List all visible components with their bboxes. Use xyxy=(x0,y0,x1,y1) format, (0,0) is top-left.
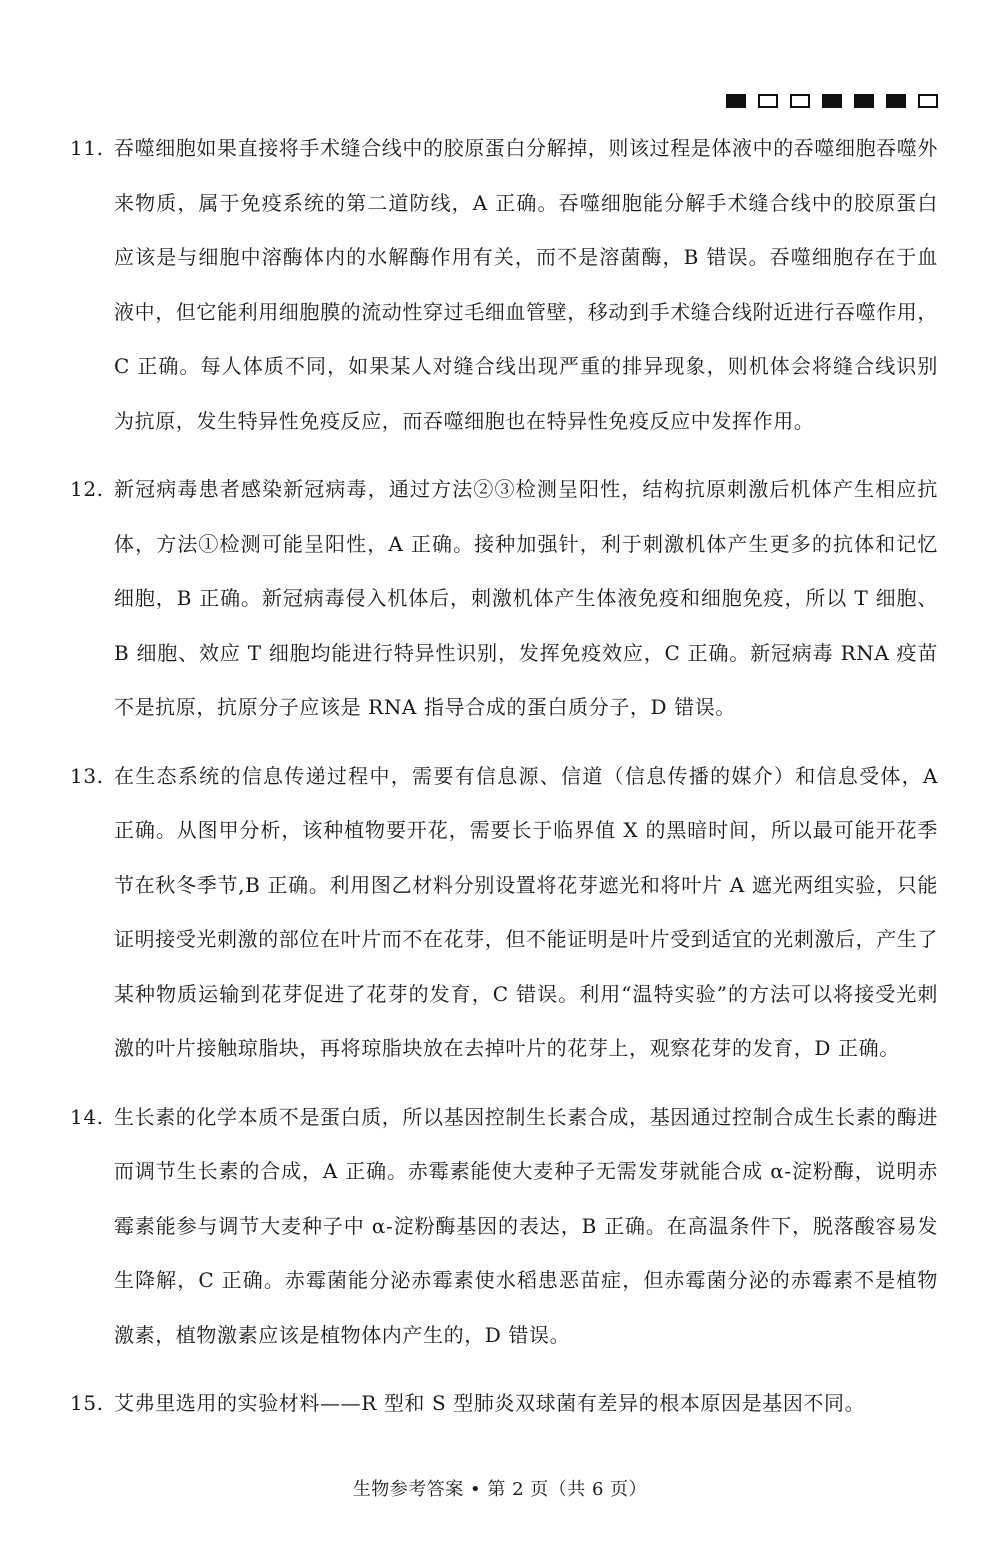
item-number: 12. xyxy=(70,477,104,501)
header-mark xyxy=(918,94,938,108)
page-footer: 生物参考答案 • 第 2 页（共 6 页） xyxy=(352,1479,648,1500)
item-text: 吞噬细胞如果直接将手术缝合线中的胶原蛋白分解掉，则该过程是体液中的吞噬细胞吞噬外来物质，属于免疫系统的第二道防线，A 正确。吞噬细胞能分解手术缝合线中的胶原蛋白应该是与细胞中溶酶体内的水解酶作用有关，而不是溶菌酶，B 错误。吞噬细胞存在于血液中，但它能利用细胞膜的流动性穿过毛细血管壁，移动到手术缝合线附近进行吞噬作用，C 正确。每人体质不同，如果某人对缝合线出现严重的排异现象，则机体会将缝合线识别为抗原，发生特异性免疫反应，而吞噬细胞也在特异性免疫反应中发挥作用。 xyxy=(114,136,938,433)
item-number: 11. xyxy=(70,136,104,160)
item-number: 13. xyxy=(70,763,104,788)
answer-content xyxy=(70,121,938,1445)
answer-item-11 xyxy=(70,121,938,448)
answer-item-12 xyxy=(70,462,938,735)
answer-item-14 xyxy=(70,1090,938,1363)
header-mark xyxy=(854,94,874,108)
item-text: 新冠病毒患者感染新冠病毒，通过方法②③检测呈阳性，结构抗原刺激后机体产生相应抗体，方法①检测可能呈阳性，A 正确。接种加强针，利于刺激机体产生更多的抗体和记忆细胞，B 正确。新冠病毒侵入机体后，刺激机体产生体液免疫和细胞免疫，所以 T 细胞、B 细胞、效应 T 细胞均能进行特异性识别，发挥免疫效应，C 正确。新冠病毒 RNA 疫苗不是抗原，抗原分子应该是 RNA 指导合成的蛋白质分子，D 错误。 xyxy=(114,477,938,719)
header-mark xyxy=(726,94,746,108)
item-text: 在生态系统的信息传递过程中，需要有信息源、信道（信息传播的媒介）和信息受体，A 正确。从图甲分析，该种植物要开花，需要长于临界值 X 的黑暗时间，所以最可能开花季节在秋冬季节,B 正确。利用图乙材料分别设置将花芽遮光和将叶片 A 遮光两组实验，只能证明接受光刺激的部位在叶片而不在花芽，但不能证明是叶片受到适宜的光刺激后，产生了某种物质运输到花芽促进了花芽的发育，C 错误。利用“温特实验”的方法可以将接受光刺激的叶片接触琼脂块，再将琼脂块放在去掉叶片的花芽上，观察花芽的发育，D 正确。 xyxy=(114,763,938,1060)
item-text: 生长素的化学本质不是蛋白质，所以基因控制生长素合成，基因通过控制合成生长素的酶进而调节生长素的合成，A 正确。赤霉素能使大麦种子无需发芽就能合成 α-淀粉酶，说明赤霉素能参与调节大麦种子中 α-淀粉酶基因的表达，B 正确。在高温条件下，脱落酸容易发生降解，C 正确。赤霉菌能分泌赤霉素使水稻患恶苗症，但赤霉菌分泌的赤霉素不是植物激素，植物激素应该是植物体内产生的，D 错误。 xyxy=(114,1104,938,1347)
header-mark xyxy=(790,94,810,108)
header-mark xyxy=(886,94,906,108)
header-mark xyxy=(758,94,778,108)
header-marks xyxy=(726,94,938,108)
header-mark xyxy=(822,94,842,108)
item-text: 艾弗里选用的实验材料——R 型和 S 型肺炎双球菌有差异的根本原因是基因不同。 xyxy=(114,1391,866,1415)
answer-item-15 xyxy=(70,1376,938,1431)
item-number: 15. xyxy=(70,1391,104,1415)
answer-item-13 xyxy=(70,749,938,1076)
item-number: 14. xyxy=(70,1104,104,1129)
